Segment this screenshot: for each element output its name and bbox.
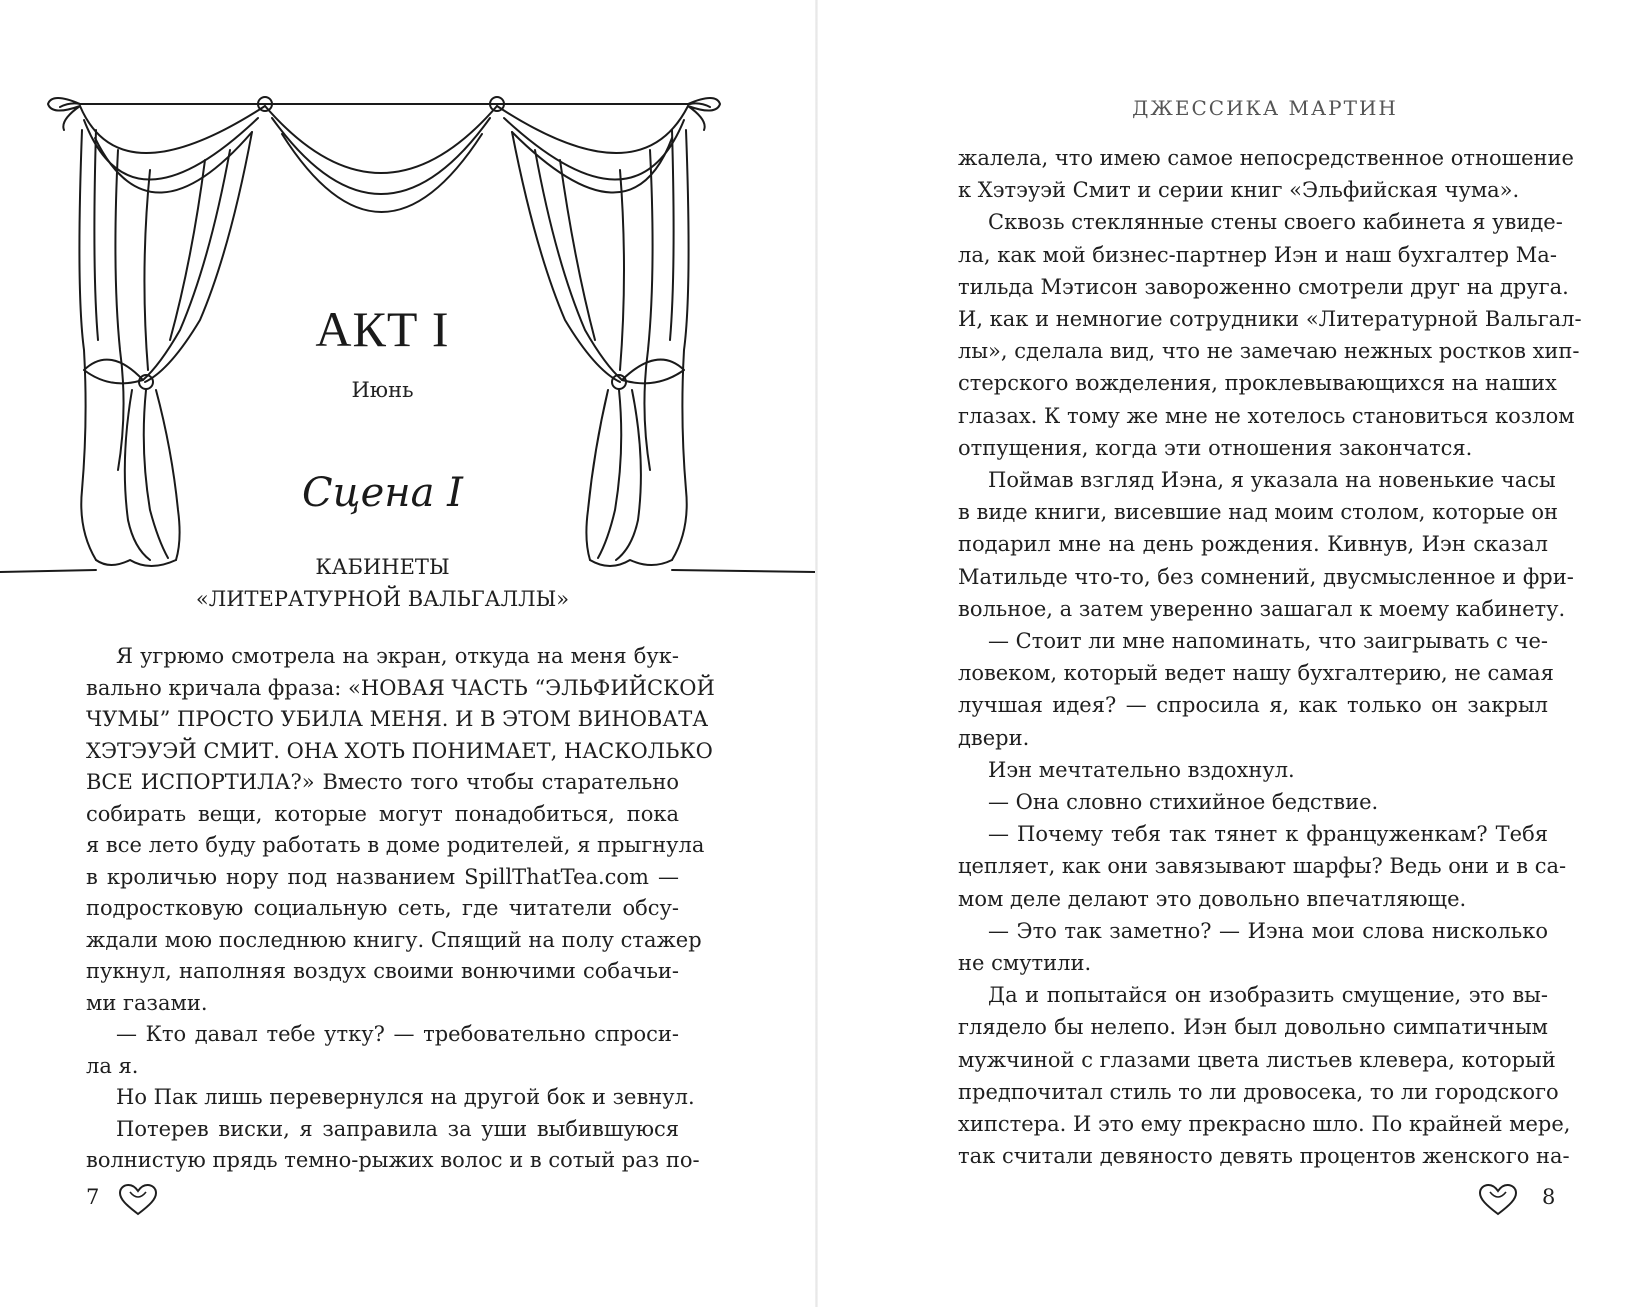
- text-line: в кроличью нору под названием SpillThatTea.com —: [86, 864, 679, 889]
- text-line: хипстера. И это ему прекрасно шло. По крайней мере,: [958, 1112, 1571, 1137]
- text-line: вольное, а затем уверенно зашагал к моему кабинету.: [958, 596, 1566, 621]
- scene-subtitle-line: КАБИНЕТЫ: [315, 555, 450, 579]
- text-line: подростковую социальную сеть, где читатели обсу-: [86, 896, 679, 920]
- text-line: волнистую прядь темно-рыжих волос и в сотый раз по-: [86, 1148, 700, 1172]
- text-line: предпочитал стиль то ли дровосека, то ли городского: [958, 1079, 1559, 1104]
- text-line: ВСЕ ИСПОРТИЛА?» Вместо того чтобы старательно: [86, 770, 679, 794]
- text-line: — Это так заметно? — Иэна мои слова нисколько: [988, 918, 1548, 943]
- text-line: не смутили.: [958, 951, 1092, 976]
- text-line: в виде книги, висевшие над моим столом, которые он: [958, 500, 1558, 525]
- text-line: лучшая идея? — спросила я, как только он закрыл: [958, 693, 1548, 718]
- text-line: двери.: [958, 725, 1030, 750]
- act-month: Июнь: [351, 378, 414, 402]
- text-line: стерского вожделения, проклевывающихся на наших: [958, 371, 1557, 396]
- text-line: ми газами.: [86, 990, 208, 1015]
- right-body-text: [958, 142, 1582, 1173]
- text-line: подарил мне на день рождения. Кивнув, Иэн сказал: [958, 532, 1548, 557]
- text-line: глядело бы нелепо. Иэн был довольно симпатичным: [958, 1015, 1548, 1040]
- text-line: мом деле делают это довольно впечатляюще.: [958, 886, 1467, 911]
- text-line: Матильде что-то, без сомнений, двусмысленное и фри-: [958, 564, 1574, 589]
- text-line: ЧУМЫ” ПРОСТО УБИЛА МЕНЯ. И В ЭТОМ ВИНОВАТА: [86, 707, 709, 731]
- text-line: И, как и немногие сотрудники «Литературной Вальгал-: [958, 307, 1582, 332]
- text-line: Да и попытайся он изобразить смущение, это вы-: [988, 983, 1548, 1008]
- text-line: глазах. К тому же мне не хотелось становиться козлом: [958, 403, 1575, 428]
- text-line: жалела, что имею самое непосредственное отношение: [958, 146, 1574, 170]
- text-line: ловеком, который ведет нашу бухгалтерию, не самая: [958, 661, 1554, 686]
- text-line: ла я.: [86, 1053, 139, 1078]
- text-line: Потерев виски, я заправила за уши выбившуюся: [116, 1116, 679, 1141]
- heart-outline-icon: [1478, 1183, 1518, 1217]
- text-line: пукнул, наполняя воздух своими вонючими собачьи-: [86, 959, 679, 983]
- text-line: я все лето буду работать в доме родителей, я прыгнула: [86, 833, 705, 857]
- running-header: ДЖЕССИКА МАРТИН: [1132, 96, 1398, 120]
- page-number: 8: [1542, 1185, 1556, 1209]
- left-body-text: [86, 641, 715, 1177]
- text-line: лы», сделала вид, что не замечаю нежных ростков хип-: [958, 339, 1580, 364]
- heart-outline-icon: [118, 1183, 158, 1217]
- text-line: ждали мою последнюю книгу. Спящий на полу стажер: [86, 927, 702, 952]
- text-line: — Кто давал тебе утку? — требовательно спроси-: [116, 1022, 679, 1046]
- scene-subtitle-line: «ЛИТЕРАТУРНОЙ ВАЛЬГАЛЛЫ»: [195, 587, 570, 611]
- text-line: Но Пак лишь перевернулся на другой бок и зевнул.: [116, 1085, 695, 1109]
- text-line: — Почему тебя так тянет к француженкам? Тебя: [988, 822, 1548, 847]
- text-line: вально кричала фраза: «НОВАЯ ЧАСТЬ “ЭЛЬФИЙСКОЙ: [86, 675, 715, 700]
- act-title: АКТ I: [315, 301, 450, 357]
- text-line: ХЭТЭУЭЙ СМИТ. ОНА ХОТЬ ПОНИМАЕТ, НАСКОЛЬКО: [86, 738, 713, 763]
- scene-title: Сцена I: [302, 470, 463, 516]
- text-line: мужчиной с глазами цвета листьев клевера, который: [958, 1047, 1556, 1072]
- text-line: Поймав взгляд Иэна, я указала на новенькие часы: [988, 468, 1556, 493]
- text-line: к Хэтэуэй Смит и серии книг «Эльфийская чума».: [958, 178, 1520, 203]
- page-number: 7: [86, 1185, 100, 1209]
- text-line: собирать вещи, которые могут понадобиться, пока: [86, 801, 679, 826]
- text-line: — Она словно стихийное бедствие.: [988, 790, 1379, 815]
- text-line: Я угрюмо смотрела на экран, откуда на меня бук-: [116, 644, 679, 668]
- text-line: Сквозь стеклянные стены своего кабинета я увиде-: [988, 210, 1563, 235]
- text-line: так считали девяносто девять процентов женского на-: [958, 1144, 1570, 1169]
- text-line: Иэн мечтательно вздохнул.: [988, 757, 1295, 782]
- text-line: тильда Мэтисон завороженно смотрели друг на друга.: [958, 274, 1569, 299]
- text-line: ла, как мой бизнес-партнер Иэн и наш бухгалтер Ма-: [958, 242, 1557, 267]
- text-line: — Стоит ли мне напоминать, что заигрывать с че-: [988, 629, 1549, 654]
- text-line: цепляет, как они завязывают шарфы? Ведь они и в са-: [958, 854, 1567, 879]
- text-line: отпущения, когда эти отношения закончатся.: [958, 435, 1473, 460]
